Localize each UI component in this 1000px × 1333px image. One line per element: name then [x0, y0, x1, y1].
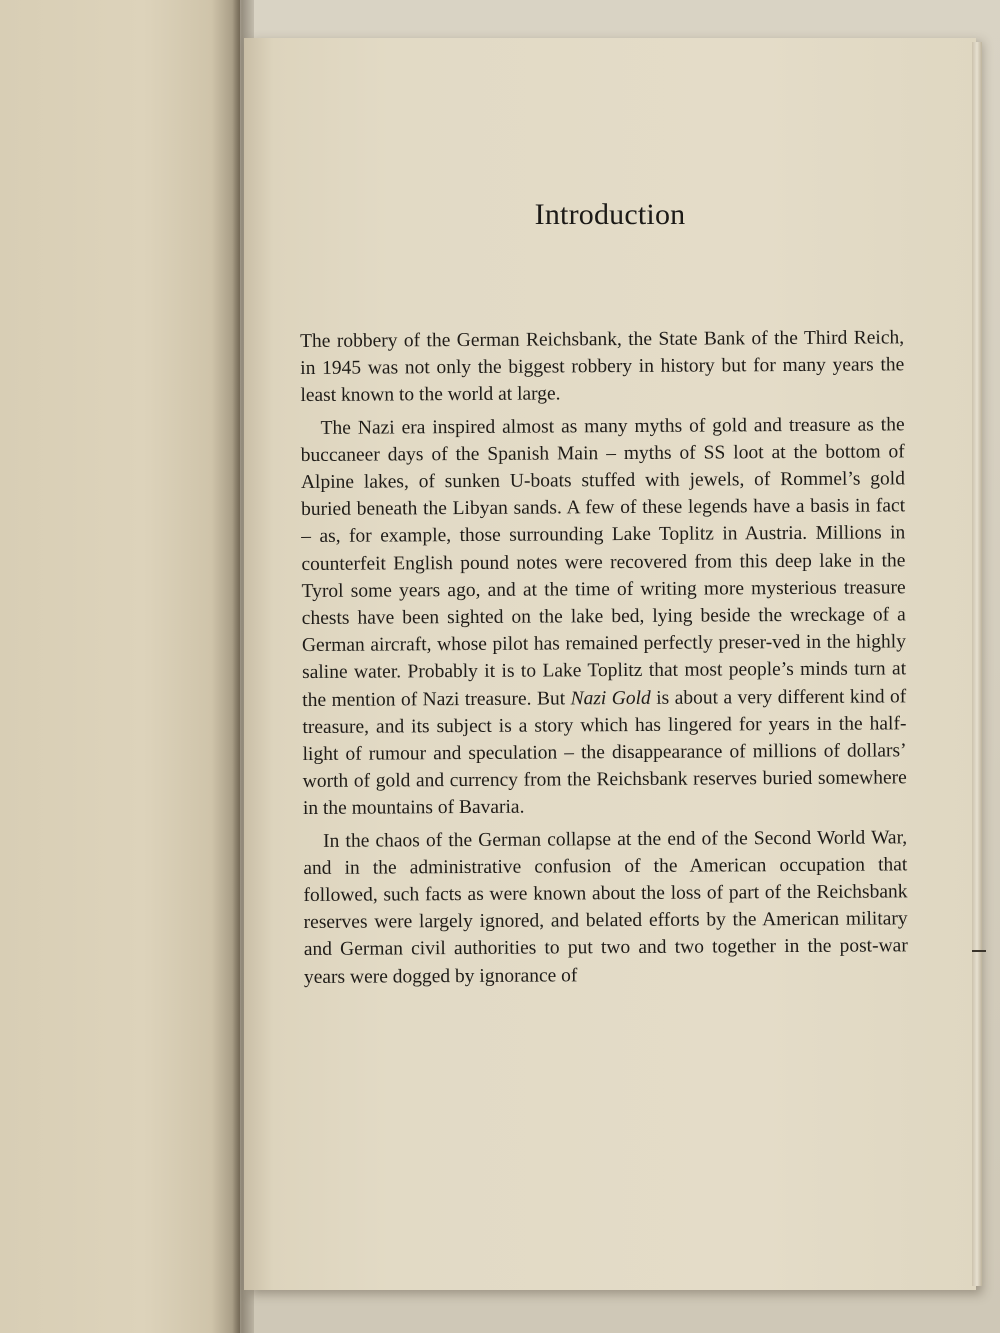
chapter-title: Introduction — [534, 198, 686, 231]
book-title-italic: Nazi Gold — [570, 687, 651, 709]
body-text — [300, 324, 908, 991]
paragraph-2-text-after-italic: is about a very different kind of treasure, and its subject is a story which has lingered for years in the half-light of rumour and speculation – the disappearance of millions of dollars’ worth of gold and currency from the Reichsbank reserves buried somewhere in the mountains of Bavaria. — [302, 685, 907, 820]
paragraph-3: In the chaos of the German collapse at the end of the Second World War, and in the administrative confusion of the American occupation that followed, such facts as were known about the loss of part of the Reichsbank reserves were largely ignored, and belated efforts by the American military and German civil authorities to put two and two together in the post-war years were dogged by ignorance of — [303, 826, 908, 988]
margin-mark — [972, 950, 986, 952]
paragraph-1: The robbery of the German Reichsbank, the State Bank of the Third Reich, in 1945 was not only the biggest robbery in history but for many years the least known to the world at large. — [300, 327, 905, 407]
paragraph-2-text-before-italic: The Nazi era inspired almost as many myths of gold and treasure as the buccaneer days of the Spanish Main – myths of SS loot at the bottom of Alpine lakes, of sunken U-boats stuffed with jewels, of Rommel’s gold buried beneath the Libyan sands. A few of these legends have a basis in fact – as, for example, those surrounding Lake Toplitz in Austria. Millions in counterfeit English pound notes were recovered from this deep lake in the Tyrol some years ago, and at the time of writing more mysterious treasure chests have been sighted on the lake bed, lying beside the wreckage of a German aircraft, whose pilot has remained perfectly preser-ved in the highly saline water. Probably it is to Lake Toplitz that most people’s minds turn at the mention of Nazi treasure. But — [300, 413, 907, 711]
left-page-blank — [0, 0, 240, 1333]
paragraph-2 — [301, 411, 907, 823]
